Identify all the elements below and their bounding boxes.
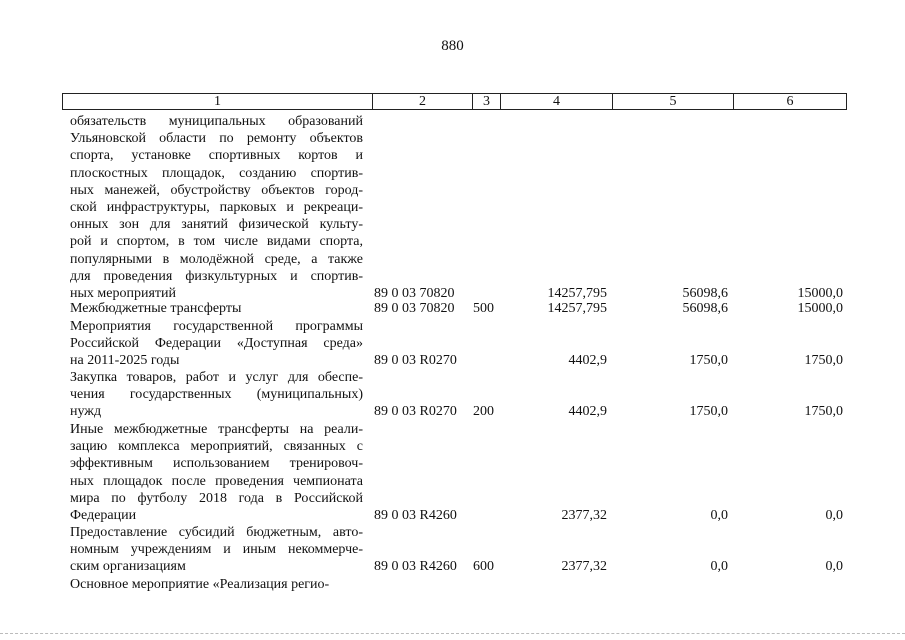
description-line: зацию комплекса мероприятий, связанных с — [70, 439, 363, 455]
description-line: популярными в молодёжной среде, а также — [70, 251, 363, 267]
row-value-col6: 1750,0 — [804, 353, 843, 369]
description-line: мира по футболу 2018 года в Российской — [70, 490, 363, 506]
description-line: Иные межбюджетные трансферты на реали- — [70, 422, 363, 437]
description-line: Межбюджетные трансферты — [70, 301, 242, 316]
row-expense-type: 500 — [473, 301, 494, 316]
row-code: 89 0 03 R4260 — [374, 508, 457, 523]
description-line: спорта, установке спортивных кортов и — [70, 148, 363, 164]
row-value-col6: 0,0 — [825, 559, 843, 575]
description-line: Федерации — [70, 508, 137, 524]
description-line: эффективным использованием тренировоч- — [70, 456, 363, 472]
description-line: онных зон для занятий физической культу- — [70, 217, 363, 233]
row-value-col4: 14257,795 — [547, 301, 607, 316]
row-description — [70, 524, 363, 576]
row-description — [70, 421, 363, 524]
page-edge-divider — [0, 633, 905, 634]
description-line: Основное мероприятие «Реализация регио- — [70, 577, 330, 592]
description-line: Мероприятия государственной программы — [70, 319, 363, 334]
description-line: ных мероприятий — [70, 286, 176, 302]
row-description — [70, 113, 363, 302]
row-code: 89 0 03 R4260 — [374, 559, 457, 575]
row-description — [70, 300, 363, 317]
description-line: Предоставление субсидий бюджетным, авто- — [70, 525, 363, 540]
description-line: номным учреждениям и иным некоммерче- — [70, 542, 363, 558]
row-code: 89 0 03 70820 — [374, 301, 455, 316]
row-value-col4: 2377,32 — [561, 508, 607, 523]
row-description — [70, 318, 363, 370]
description-line: на 2011-2025 годы — [70, 353, 180, 369]
row-expense-type: 200 — [473, 404, 494, 420]
row-value-col6: 15000,0 — [797, 286, 843, 301]
header-col-1: 1 — [63, 94, 373, 109]
page-number: 880 — [441, 38, 464, 54]
description-line: нужд — [70, 404, 102, 420]
row-value-col5: 56098,6 — [682, 286, 728, 301]
header-col-6: 6 — [786, 94, 794, 109]
row-value-col4: 4402,9 — [568, 404, 607, 420]
row-value-col5: 1750,0 — [689, 353, 728, 369]
description-line: ных манежей, обустройству объектов город- — [70, 182, 363, 198]
description-line: плоскостных площадок, созданию спортив- — [70, 165, 363, 181]
description-line: рой и спортом, в том числе видами спорта, — [70, 234, 363, 250]
row-description — [70, 576, 363, 593]
row-code: 89 0 03 R0270 — [374, 353, 457, 369]
row-expense-type: 600 — [473, 559, 494, 575]
description-line: ской инфраструктуры, парковых и рекреаци- — [70, 200, 363, 216]
header-col-3: 3 — [473, 94, 501, 109]
row-code: 89 0 03 70820 — [374, 286, 455, 301]
row-value-col5: 56098,6 — [682, 301, 728, 316]
description-line: Закупка товаров, работ и услуг для обеспе- — [70, 370, 363, 385]
description-line: ных площадок после проведения чемпионата — [70, 473, 363, 489]
row-value-col5: 1750,0 — [689, 404, 728, 420]
description-line: Российской Федерации «Доступная среда» — [70, 336, 363, 352]
description-line: для проведения физкультурных и спортив- — [70, 268, 363, 284]
row-value-col6: 0,0 — [825, 508, 843, 523]
description-line: ским организациям — [70, 559, 186, 575]
row-value-col4: 4402,9 — [568, 353, 607, 369]
header-col-4: 4 — [501, 94, 613, 109]
row-value-col4: 14257,795 — [547, 286, 607, 301]
description-line: Ульяновской области по ремонту объектов — [70, 131, 363, 147]
row-value-col5: 0,0 — [710, 508, 728, 523]
row-description — [70, 369, 363, 421]
row-value-col4: 2377,32 — [561, 559, 607, 575]
header-col-2: 2 — [373, 94, 473, 109]
row-value-col6: 1750,0 — [804, 404, 843, 420]
description-line: чения государственных (муниципальных) — [70, 387, 363, 403]
table-header — [62, 93, 847, 110]
row-code: 89 0 03 R0270 — [374, 404, 457, 420]
description-line: обязательств муниципальных образований — [70, 114, 363, 129]
row-value-col5: 0,0 — [710, 559, 728, 575]
header-col-5: 5 — [613, 94, 734, 109]
row-value-col6: 15000,0 — [797, 301, 843, 316]
